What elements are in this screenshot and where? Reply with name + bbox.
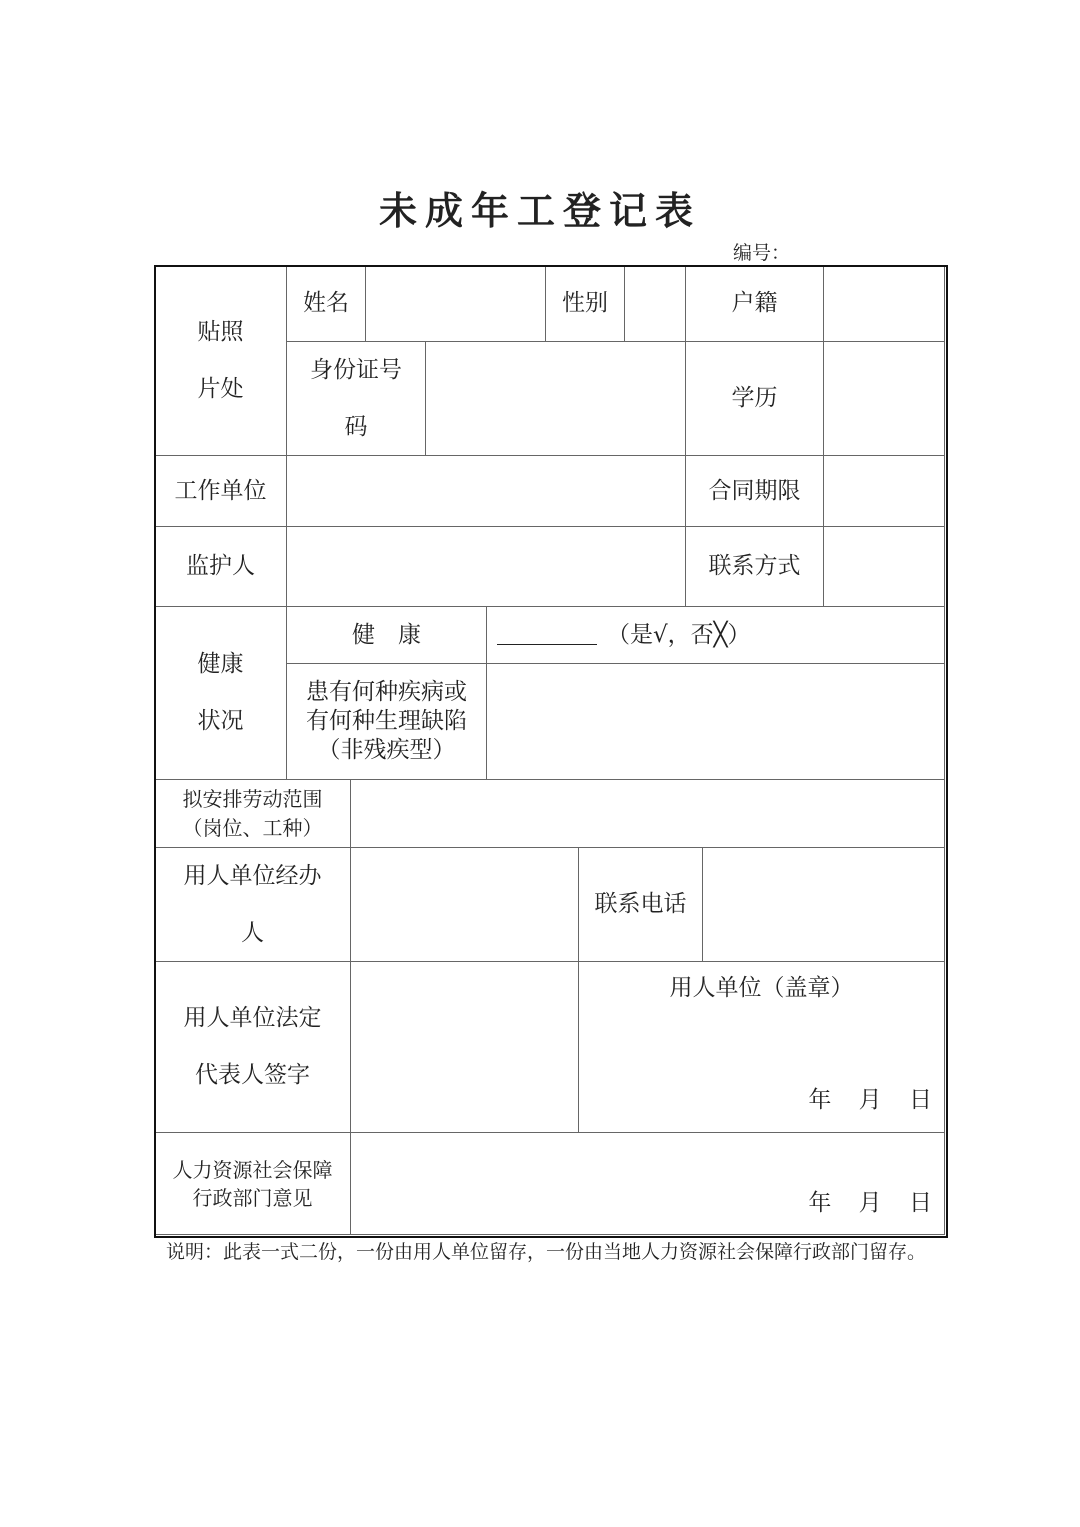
- handler-field[interactable]: [351, 848, 579, 962]
- legal-rep-label: [155, 962, 351, 1133]
- id-label-line: 码: [344, 413, 368, 440]
- seal-date: 年 月 日: [808, 1087, 932, 1113]
- health-blank[interactable]: [497, 626, 597, 645]
- photo-label: 片处: [197, 375, 244, 402]
- phone-label: 联系电话: [579, 848, 703, 962]
- contract-label: 合同期限: [686, 456, 824, 527]
- disease-label: [287, 664, 487, 780]
- registration-table: [155, 266, 945, 1235]
- work-scope-line: 拟安排劳动范围: [182, 786, 323, 811]
- hr-opinion-field[interactable]: [351, 1133, 945, 1235]
- photo-area[interactable]: [155, 266, 287, 456]
- seal-area[interactable]: [579, 962, 945, 1133]
- disease-label-line: 有何种生理缺陷: [306, 708, 467, 735]
- work-scope-label: [155, 780, 351, 848]
- work-unit-label: 工作单位: [155, 456, 287, 527]
- guardian-field[interactable]: [287, 527, 686, 607]
- disease-label-line: 患有何种疾病或: [306, 679, 467, 706]
- hr-opinion-line: 人力资源社会保障: [172, 1157, 333, 1182]
- phone-field[interactable]: [703, 848, 945, 962]
- id-field[interactable]: [426, 342, 686, 456]
- education-field[interactable]: [824, 342, 945, 456]
- health-status-line: 健康: [197, 651, 244, 677]
- disease-field[interactable]: [487, 664, 945, 780]
- contact-field[interactable]: [824, 527, 945, 607]
- health-field[interactable]: [487, 607, 945, 664]
- guardian-label: 监护人: [155, 527, 287, 607]
- huji-field[interactable]: [824, 266, 945, 342]
- health-status-label: [155, 607, 287, 780]
- gender-label: 性别: [546, 266, 625, 342]
- serial-number-label: 编号：: [733, 242, 791, 264]
- footnote: 说明：此表一式二份，一份由用人单位留存，一份由当地人力资源社会保障行政部门留存。: [166, 1241, 927, 1263]
- education-label: 学历: [686, 342, 824, 456]
- gender-field[interactable]: [625, 266, 686, 342]
- contract-field[interactable]: [824, 456, 945, 527]
- seal-label: 用人单位（盖章）: [669, 975, 854, 1001]
- legal-rep-line: 代表人签字: [195, 1062, 310, 1088]
- huji-label: 户籍: [686, 266, 824, 342]
- health-status-line: 状况: [197, 708, 244, 734]
- id-label-line: 身份证号: [310, 356, 402, 383]
- name-label: 姓名: [287, 266, 366, 342]
- health-hint: （是√，否╳）: [607, 621, 751, 648]
- hr-opinion-label: [155, 1133, 351, 1235]
- legal-rep-line: 用人单位法定: [183, 1005, 322, 1031]
- name-field[interactable]: [366, 266, 546, 342]
- id-label: [287, 342, 426, 456]
- work-scope-line: （岗位、工种）: [182, 815, 323, 840]
- work-unit-field[interactable]: [287, 456, 686, 527]
- contact-label: 联系方式: [686, 527, 824, 607]
- photo-label: 贴照: [197, 318, 244, 345]
- health-label: 健 康: [287, 607, 487, 664]
- hr-opinion-line: 行政部门意见: [192, 1185, 313, 1210]
- handler-label-line: 人: [241, 919, 264, 946]
- legal-rep-signature-field[interactable]: [351, 962, 579, 1133]
- work-scope-field[interactable]: [351, 780, 945, 848]
- handler-label: [155, 848, 351, 962]
- hr-date: 年 月 日: [808, 1190, 932, 1216]
- handler-label-line: 用人单位经办: [183, 862, 322, 889]
- disease-label-line: （非残疾型）: [317, 736, 456, 763]
- form-title: 未成年工登记表: [378, 189, 701, 233]
